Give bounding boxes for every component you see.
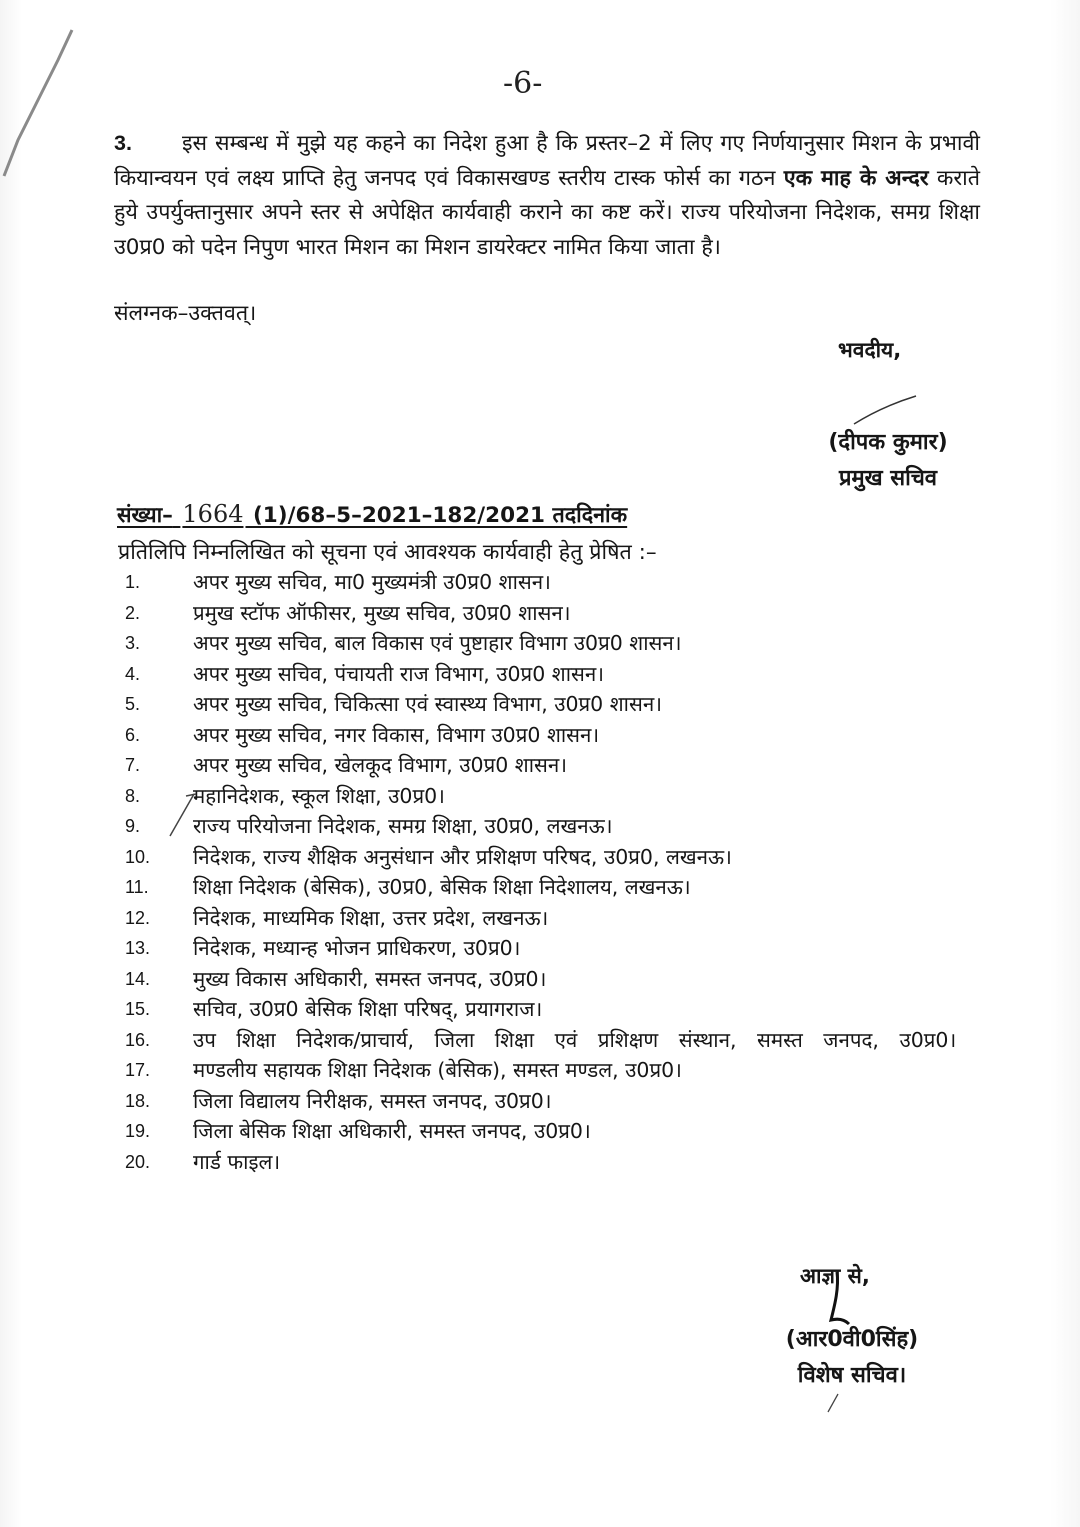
reference-prefix: संख्या– (117, 503, 173, 528)
paragraph-3 (114, 126, 980, 265)
recipient-number: 15. (125, 999, 151, 1019)
recipient-item (125, 1055, 985, 1086)
recipient-text: राज्य परियोजना निदेशक, समग्र शिक्षा, उ0प्र0, लखनऊ। (193, 814, 613, 838)
recipient-item (125, 598, 985, 629)
recipient-number: 18. (125, 1090, 151, 1111)
recipient-item (125, 628, 985, 659)
by-order-text: आज्ञा से, (800, 1264, 870, 1288)
recipient-text: निदेशक, माध्यमिक शिक्षा, उत्तर प्रदेश, लखनऊ। (193, 905, 549, 930)
recipient-item (125, 933, 985, 964)
signatory-1-designation: प्रमुख सचिव (838, 466, 938, 491)
recipient-text: अपर मुख्य सचिव, चिकित्सा एवं स्वास्थ्य विभाग, उ0प्र0 शासन। (193, 692, 662, 716)
page-number: -6- (503, 66, 543, 101)
recipient-number: 1. (125, 572, 141, 592)
recipient-item (125, 872, 985, 903)
recipient-number: 4. (125, 663, 141, 684)
crease-line (4, 30, 72, 176)
recipient-list (125, 567, 985, 1177)
signatory-2-name: (आर0वी0सिंह) (785, 1327, 919, 1352)
recipient-item (125, 1086, 985, 1117)
recipient-text: महानिदेशक, स्कूल शिक्षा, उ0प्र0। (193, 783, 445, 808)
recipient-text: अपर मुख्य सचिव, मा0 मुख्यमंत्री उ0प्र0 शासन। (193, 570, 551, 594)
recipient-number: 20. (125, 1151, 151, 1172)
recipient-item (125, 720, 985, 751)
recipient-item (125, 750, 985, 781)
signatory-1-name: (दीपक कुमार) (828, 430, 948, 455)
recipient-number: 12. (125, 907, 151, 928)
recipient-item (125, 903, 985, 934)
recipient-item (125, 781, 985, 812)
recipient-text: निदेशक, मध्यान्ह भोजन प्राधिकरण, उ0प्र0। (193, 936, 521, 960)
signature-1-mark (850, 392, 920, 428)
recipient-number: 6. (125, 724, 141, 745)
recipient-item (125, 659, 985, 690)
recipient-text: शिक्षा निदेशक (बेसिक), उ0प्र0, बेसिक शिक्षा निदेशालय, लखनऊ। (193, 875, 691, 899)
recipient-number: 2. (125, 602, 141, 623)
recipient-number: 3. (125, 633, 141, 653)
recipient-item (125, 964, 985, 995)
recipient-text: अपर मुख्य सचिव, बाल विकास एवं पुष्टाहार विभाग उ0प्र0 शासन। (193, 631, 682, 655)
recipient-text: प्रमुख स्टॉफ ऑफीसर, मुख्य सचिव, उ0प्र0 शासन। (193, 600, 571, 625)
recipient-text: सचिव, उ0प्र0 बेसिक शिक्षा परिषद्, प्रयागराज। (193, 997, 543, 1021)
recipient-number: 14. (125, 968, 151, 989)
recipient-number: 13. (125, 938, 151, 958)
recipient-item (125, 1025, 985, 1056)
closing-salutation: भवदीय, (838, 338, 902, 362)
recipient-text: जिला बेसिक शिक्षा अधिकारी, समस्त जनपद, उ0प्र0। (193, 1119, 591, 1143)
recipient-number: 19. (125, 1121, 151, 1141)
signatory-2 (762, 1322, 942, 1394)
recipient-number: 11. (125, 877, 149, 897)
recipient-text: निदेशक, राज्य शैक्षिक अनुसंधान और प्रशिक्षण परिषद, उ0प्र0, लखनऊ। (193, 844, 732, 869)
recipient-item (125, 811, 985, 842)
recipient-text: अपर मुख्य सचिव, नगर विकास, विभाग उ0प्र0 शासन। (193, 722, 600, 747)
recipient-number: 8. (125, 785, 141, 806)
enclosure-note: संलग्नक–उक्तवत्। (114, 301, 257, 326)
recipient-text: अपर मुख्य सचिव, खेलकूद विभाग, उ0प्र0 शासन। (193, 753, 568, 777)
signatory-2-designation: विशेष सचिव। (797, 1363, 907, 1388)
recipient-text: गार्ड फाइल। (193, 1149, 281, 1174)
recipient-number: 17. (125, 1060, 151, 1080)
recipient-text: उप शिक्षा निदेशक/प्राचार्य, जिला शिक्षा एवं प्रशिक्षण संस्थान, समस्त जनपद, उ0प्र0। (193, 1027, 957, 1052)
recipient-item (125, 1147, 985, 1178)
recipient-text: अपर मुख्य सचिव, पंचायती राज विभाग, उ0प्र0 शासन। (193, 661, 605, 686)
recipient-number: 7. (125, 755, 141, 775)
recipient-item (125, 842, 985, 873)
recipient-number: 10. (125, 846, 151, 867)
paragraph-bold-deadline: एक माह के अन्दर (783, 165, 929, 191)
signatory-1 (808, 425, 968, 497)
paragraph-text-end: कराते हुये उपर्युक्तानुसार अपने स्तर से अपेक्षित कार्यवाही कराने का कष्ट करें। राज्य परियोजना निदेशक, समग्र शिक्षा उ0प्र0 को पदेन निपुण भारत मिशन का मिशन डायरेक्टर नामित किया जाता है। (114, 165, 980, 260)
recipient-text: जिला विद्यालय निरीक्षक, समस्त जनपद, उ0प्र0। (193, 1088, 552, 1113)
paragraph-number: 3. (114, 131, 132, 155)
recipient-text: मुख्य विकास अधिकारी, समस्त जनपद, उ0प्र0। (193, 966, 547, 991)
recipient-text: मण्डलीय सहायक शिक्षा निदेशक (बेसिक), समस्त मण्डल, उ0प्र0। (193, 1058, 682, 1082)
paragraph-text-start: इस सम्बन्ध में मुझे यह कहने का निदेश हुआ है कि प्रस्तर–2 में लिए गए निर्णयानुसार मिशन के प्रभावी कियान्वयन एवं लक्ष्य प्राप्ति हेतु जनपद एवं विकासखण्ड स्तरीय टास्क फोर्स का गठन (114, 131, 980, 191)
recipient-item (125, 1116, 985, 1147)
recipient-number: 5. (125, 694, 141, 714)
reference-handwritten-number: 1664 (182, 500, 244, 528)
recipient-number: 16. (125, 1029, 151, 1050)
reference-suffix: (1)/68–5–2021–182/2021 तददिनांक (252, 503, 628, 528)
reference-number (117, 500, 627, 529)
recipient-item (125, 994, 985, 1025)
recipient-item (125, 567, 985, 598)
recipient-item (125, 689, 985, 720)
recipient-number: 9. (125, 816, 141, 836)
copy-intro: प्रतिलिपि निम्नलिखित को सूचना एवं आवश्यक कार्यवाही हेतु प्रेषित :– (118, 540, 657, 565)
